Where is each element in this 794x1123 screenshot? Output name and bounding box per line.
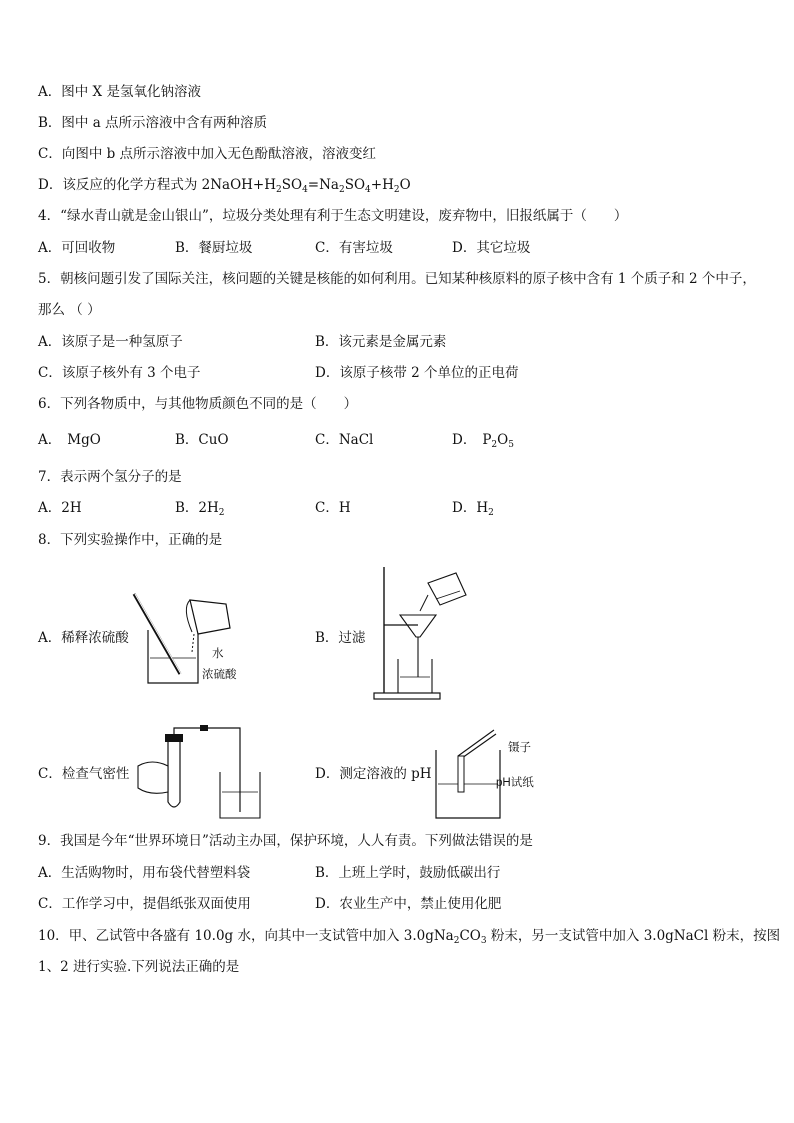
q5-option-c: C．该原子核外有 3 个电子 — [38, 365, 201, 381]
q9-option-d: D．农业生产中，禁止使用化肥 — [315, 896, 502, 912]
q5-stem-line1: 5．朝核问题引发了国际关注，核问题的关键是核能的如何利用。已知某种核原料的原子核中含有 1 个质子和 2 个中子， — [38, 271, 756, 287]
q5-option-a: A．该原子是一种氢原子 — [38, 334, 183, 350]
q8-option-a-label: A．稀释浓硫酸 — [38, 630, 129, 646]
q5-option-b: B．该元素是金属元素 — [315, 334, 447, 350]
q4-option-d: D．其它垃圾 — [452, 240, 531, 256]
q7-stem: 7．表示两个氢分子的是 — [38, 469, 182, 485]
filtration-figure — [370, 565, 480, 707]
q8-stem: 8．下列实验操作中，正确的是 — [38, 532, 223, 548]
airtightness-figure — [130, 722, 270, 822]
q7-option-a: A．2H — [38, 500, 82, 516]
q4-option-a: A．可回收物 — [38, 240, 116, 256]
q6-stem: 6．下列各物质中，与其他物质颜色不同的是（ ） — [38, 396, 358, 412]
q5-stem-line2: 那么 （ ） — [38, 302, 101, 318]
q7-option-c: C．H — [315, 500, 351, 516]
q6-option-b: B．CuO — [175, 432, 229, 448]
q6-option-a: A． MgO — [38, 432, 101, 448]
q10-stem-line1: 10．甲、乙试管中各盛有 10.0g 水，向其中一支试管中加入 $3.0gNa_2CO_3$ 粉末，另一支试管中加入 3.0gNaCl 粉末，按图 — [38, 928, 781, 946]
q4-option-b: B．餐厨垃圾 — [175, 240, 253, 256]
q6-option-c: C．NaCl — [315, 432, 374, 448]
q8-option-b-label: B．过滤 — [315, 630, 366, 646]
q7-option-b: B．$2H_2$ — [175, 500, 225, 518]
q8-option-d-label: D．测定溶液的 pH — [315, 766, 432, 782]
water-label: 水 — [212, 648, 224, 660]
q10-stem-line2: 1、2 进行实验.下列说法正确的是 — [38, 959, 240, 975]
tweezers-label: 镊子 — [508, 742, 531, 754]
q9-option-c: C．工作学习中，提倡纸张双面使用 — [38, 896, 251, 912]
q8-option-c-label: C．检查气密性 — [38, 766, 130, 782]
q9-stem: 9．我国是今年“世界环境日”活动主办国，保护环境，人人有责。下列做法错误的是 — [38, 833, 533, 849]
q3-option-c: C．向图中 b 点所示溶液中加入无色酚酞溶液，溶液变红 — [38, 146, 377, 162]
q4-stem: 4．“绿水青山就是金山银山”，垃圾分类处理有利于生态文明建设，废弃物中，旧报纸属于（ ） — [38, 208, 628, 224]
q5-option-d: D．该原子核带 2 个单位的正电荷 — [315, 365, 519, 381]
q3-option-d: D．该反应的化学方程式为 $2NaOH+H_2SO_4=Na_2SO_4+H_2O$ — [38, 177, 411, 195]
q7-option-d: D．$H_2$ — [452, 500, 494, 518]
q9-option-b: B．上班上学时，鼓励低碳出行 — [315, 865, 501, 881]
q3-option-b: B．图中 a 点所示溶液中含有两种溶质 — [38, 115, 268, 131]
q9-option-a: A．生活购物时，用布袋代替塑料袋 — [38, 865, 251, 881]
q3-option-a: A．图中 X 是氢氧化钠溶液 — [38, 84, 201, 100]
conc-acid-label: 浓硫酸 — [202, 669, 237, 681]
q6-option-d: D． $P_2O_5$ — [452, 432, 514, 450]
ph-paper-label: pH试纸 — [496, 777, 534, 789]
q4-option-c: C．有害垃圾 — [315, 240, 393, 256]
